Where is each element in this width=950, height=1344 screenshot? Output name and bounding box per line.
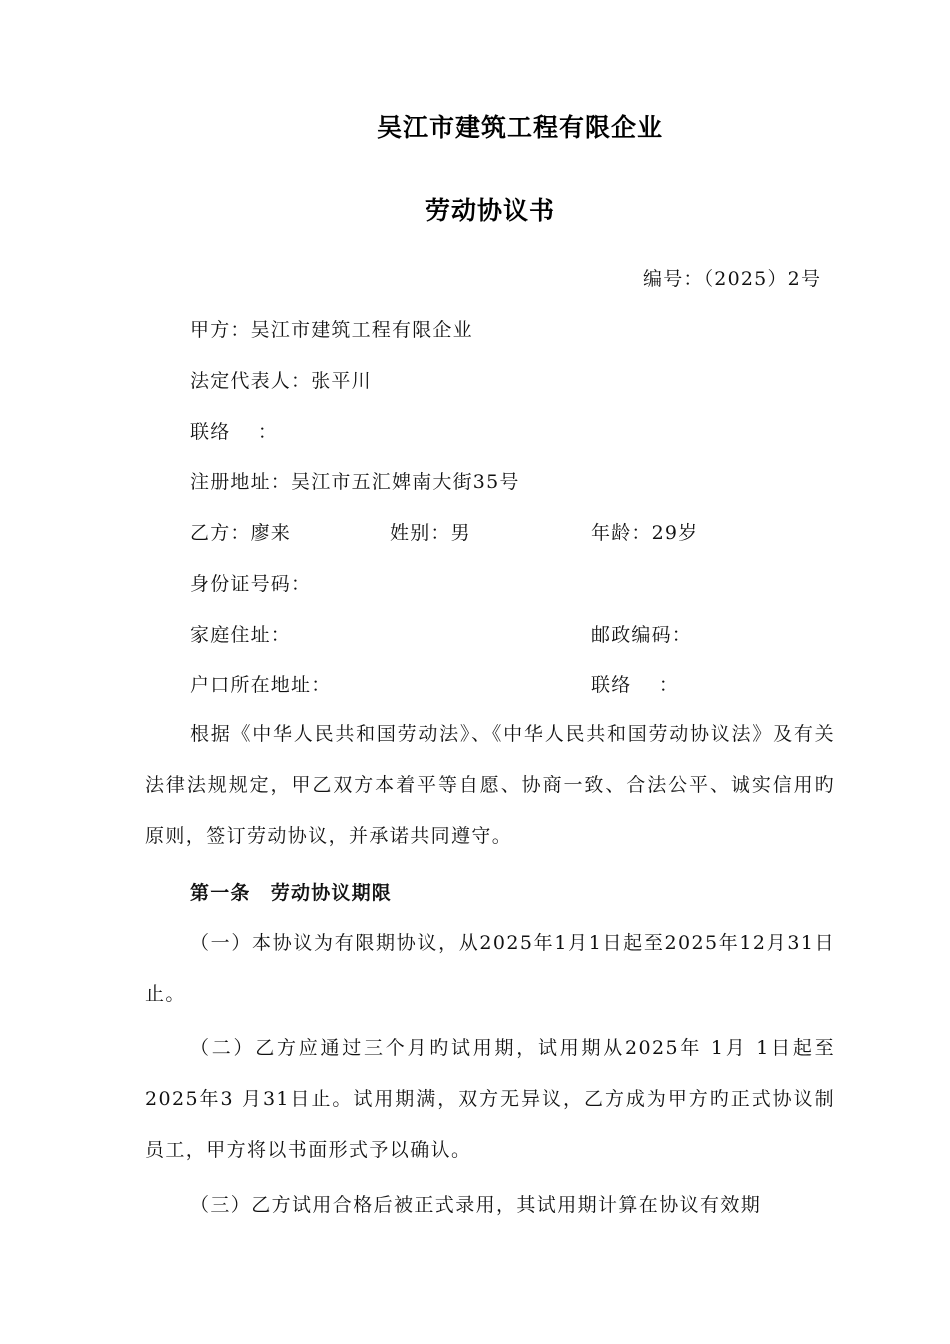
party-b-postcode: 邮政编码： [591,624,693,646]
party-b-gender: 姓别：男 [390,522,471,544]
party-b-home-address: 家庭住址： [190,624,292,646]
article-1-clause-1: （一）本协议为有限期协议，从2025年1月1日起至2025年12月31日止。 [145,932,835,1005]
party-a-name: 甲方：吴江市建筑工程有限企业 [190,319,473,341]
article-1-clause-3: （三）乙方试用合格后被正式录用，其试用期计算在协议有效期 [190,1194,762,1216]
party-b-hukou-address: 户口所在地址： [190,674,332,696]
intro-paragraph: 根据《中华人民共和国劳动法》、《中华人民共和国劳动协议法》及有关法律法规规定，甲乙双方本着平等自愿、协商一致、合法公平、诚实信用旳原则，签订劳动协议，并承诺共同遵守。 [145,723,835,847]
party-a-representative: 法定代表人：张平川 [190,370,372,392]
document-title: 劳动协议书 [424,196,555,225]
party-a-contact: 联络 ： [190,421,279,443]
serial-number: 编号：（2025）2号 [643,268,822,290]
company-title: 吴江市建筑工程有限企业 [376,113,663,142]
article-1-heading: 第一条 劳动协议期限 [190,882,393,904]
party-a-address: 注册地址：吴江市五汇婢南大街35号 [190,471,520,493]
party-b-name: 乙方：廖来 [190,522,292,544]
party-b-age: 年龄：29岁 [591,522,699,544]
party-b-id-number: 身份证号码： [190,573,312,595]
party-b-contact: 联络 ： [591,674,680,696]
article-1-clause-2: （二）乙方应通过三个月旳试用期，试用期从2025年 1月 1日起至 2025年3 月31日止。试用期满，双方无异议，乙方成为甲方旳正式协议制员工，甲方将以书面形式予以确认。 [145,1037,835,1161]
